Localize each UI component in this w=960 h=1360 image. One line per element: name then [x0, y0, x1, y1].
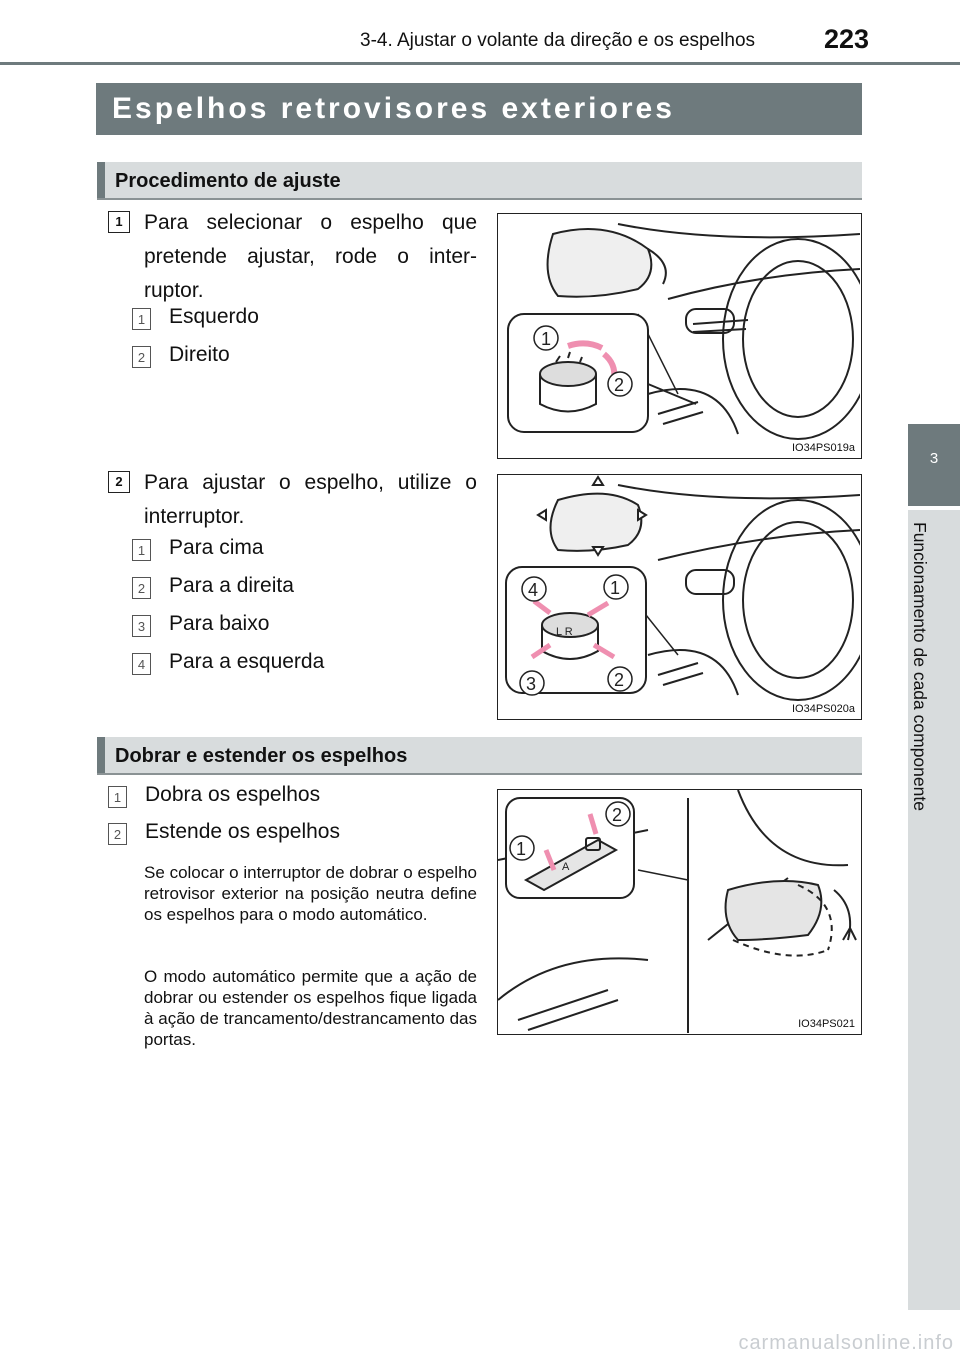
- list-item: [108, 783, 320, 807]
- step2-text: Para ajustar o espelho, utilize o interruptor.: [144, 471, 477, 528]
- item-number: 1: [108, 786, 127, 808]
- mirror-fold-illustration: [498, 790, 860, 1033]
- list-item: [132, 536, 264, 560]
- list-item: [132, 305, 259, 329]
- list-item: [132, 343, 230, 367]
- svg-text:2: 2: [614, 375, 625, 395]
- svg-text:1: 1: [541, 329, 552, 349]
- subheading-fold: [97, 737, 862, 775]
- item-label: Para baixo: [169, 612, 270, 635]
- item-label: Direito: [169, 343, 230, 366]
- figure-mirror-adjust: [497, 474, 862, 720]
- fold-note-2: O modo automático permite que a ação de dobrar ou estender os espelhos fique ligada à ação de trancamento/destrancamento das portas.: [144, 967, 477, 1049]
- svg-text:1: 1: [610, 578, 621, 598]
- item-number: 2: [132, 346, 151, 368]
- item-label: Para a direita: [169, 574, 294, 597]
- figure-mirror-fold: [497, 789, 862, 1035]
- figure-code: IO34PS020a: [792, 703, 855, 715]
- item-number: 1: [132, 308, 151, 330]
- step1-text: Para selecionar o espelho que pretende ajustar, rode o inter-ruptor.: [144, 211, 477, 302]
- item-label: Dobra os espelhos: [145, 783, 321, 806]
- svg-text:2: 2: [612, 805, 623, 825]
- item-number: 3: [132, 615, 151, 637]
- subheading-adjust: [97, 162, 862, 200]
- svg-text:1: 1: [516, 839, 527, 859]
- mirror-select-illustration: [498, 214, 860, 457]
- page-number: 223: [824, 24, 870, 54]
- subheading-bar: [97, 162, 105, 198]
- subheading-bar: [97, 737, 105, 773]
- item-label: Para a esquerda: [169, 650, 325, 673]
- item-label: Estende os espelhos: [145, 820, 340, 843]
- item-label: Esquerdo: [169, 305, 259, 328]
- figure-code: IO34PS019a: [792, 442, 855, 454]
- svg-text:3: 3: [526, 674, 537, 694]
- step-marker-2: 2: [108, 471, 130, 493]
- chapter-heading: 3-4. Ajustar o volante da direção e os espelhos: [360, 30, 756, 51]
- chapter-side-label: Funcionamento de cada componente: [910, 522, 930, 811]
- chapter-tab: 3: [908, 424, 960, 506]
- list-item: [132, 574, 294, 598]
- header-rule: [0, 62, 960, 65]
- item-number: 2: [108, 823, 127, 845]
- subheading-text: Dobrar e estender os espelhos: [115, 745, 408, 767]
- svg-text:A: A: [562, 861, 570, 873]
- list-item: [132, 650, 324, 674]
- item-number: 1: [132, 539, 151, 561]
- list-item: [108, 820, 340, 844]
- figure-mirror-select: [497, 213, 862, 459]
- section-title: Espelhos retrovisores exteriores: [96, 83, 862, 135]
- svg-text:2: 2: [614, 670, 625, 690]
- item-label: Para cima: [169, 536, 264, 559]
- mirror-adjust-illustration: [498, 475, 860, 718]
- item-number: 4: [132, 653, 151, 675]
- svg-text:L R: L R: [556, 626, 573, 638]
- step-marker-1: 1: [108, 211, 130, 233]
- svg-text:4: 4: [528, 580, 539, 600]
- figure-code: IO34PS021: [798, 1018, 855, 1030]
- watermark: carmanualsonline.info: [738, 1332, 954, 1354]
- item-number: 2: [132, 577, 151, 599]
- list-item: [132, 612, 269, 636]
- subheading-text: Procedimento de ajuste: [115, 170, 341, 192]
- fold-note-1: Se colocar o interruptor de dobrar o espelho retrovisor exterior na posição neutra define os espelhos para o modo automático.: [144, 863, 477, 924]
